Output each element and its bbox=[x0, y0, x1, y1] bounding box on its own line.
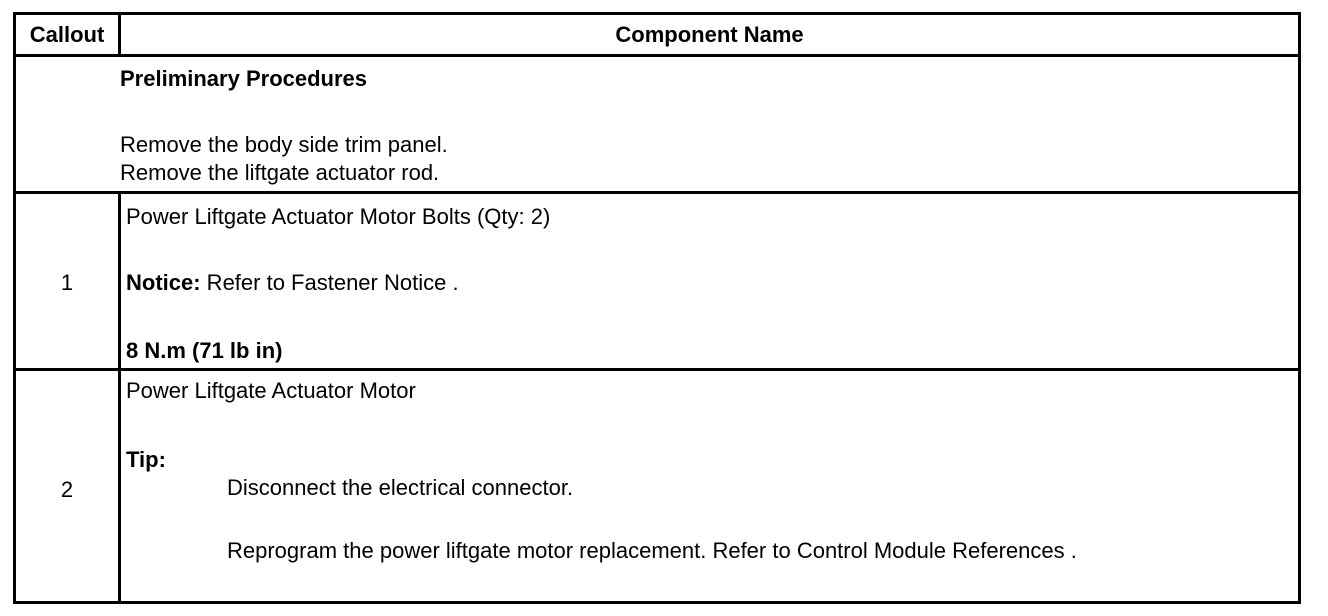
preliminary-divider bbox=[13, 191, 1301, 194]
component-table bbox=[13, 12, 1301, 604]
row1-torque: 8 N.m (71 lb in) bbox=[126, 338, 283, 363]
rows-column-divider bbox=[118, 191, 121, 604]
table-border-right bbox=[1298, 12, 1301, 604]
header-component-name: Component Name bbox=[615, 22, 804, 47]
preliminary-title: Preliminary Procedures bbox=[120, 66, 368, 91]
table-border-bottom bbox=[13, 601, 1301, 604]
header-callout: Callout bbox=[29, 22, 105, 47]
notice-text: Refer to Fastener Notice . bbox=[200, 270, 459, 295]
row1-notice bbox=[126, 270, 459, 296]
tip-item: Reprogram the power liftgate motor replacement. Refer to Control Module References . bbox=[227, 538, 1077, 563]
notice-label: Notice: bbox=[126, 270, 201, 295]
table-border-top bbox=[13, 12, 1301, 15]
header-divider bbox=[13, 54, 1301, 57]
tip-label: Tip: bbox=[126, 447, 166, 472]
tip-item: Disconnect the electrical connector. bbox=[227, 475, 574, 500]
row2-callout: 2 bbox=[60, 477, 74, 502]
row2-component-name: Power Liftgate Actuator Motor bbox=[126, 378, 416, 403]
row1-callout: 1 bbox=[60, 270, 74, 295]
preliminary-step: Remove the body side trim panel. bbox=[120, 132, 448, 157]
row1-divider bbox=[13, 368, 1301, 371]
table-border-left bbox=[13, 12, 16, 604]
preliminary-step: Remove the liftgate actuator rod. bbox=[120, 160, 440, 185]
row1-component-name: Power Liftgate Actuator Motor Bolts (Qty: 2) bbox=[126, 204, 551, 229]
